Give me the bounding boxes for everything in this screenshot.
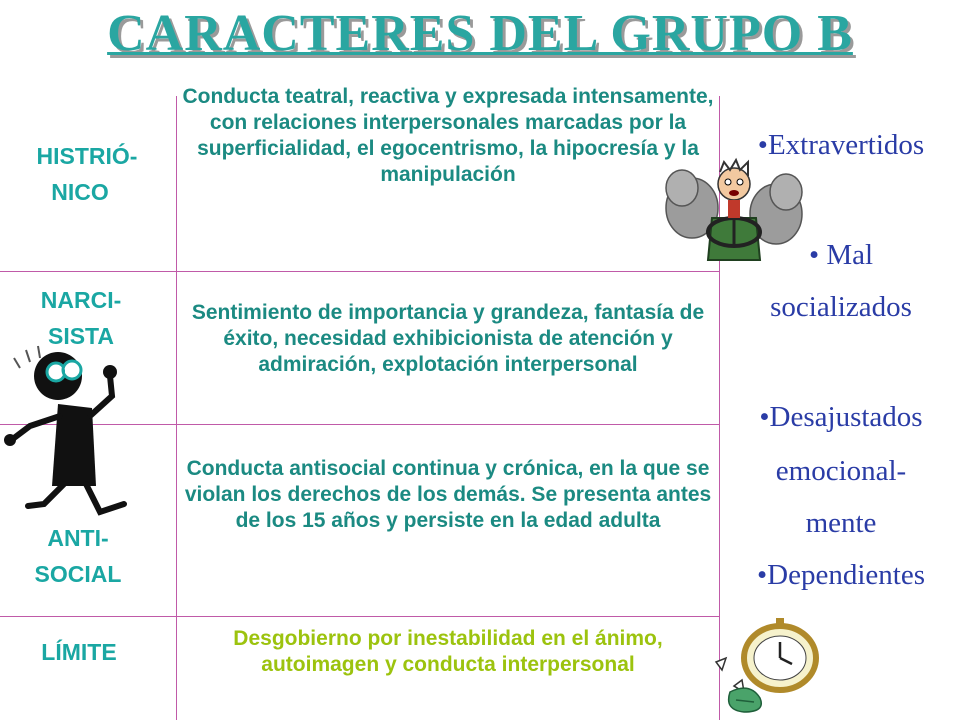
label-line: LÍMITE — [41, 639, 117, 665]
label-limite — [4, 634, 154, 670]
description-limite: Desgobierno por inestabilidad en el ánimo, autoimagen y conducta interpersonal — [233, 627, 663, 676]
melting-clock-clipart-icon — [700, 612, 840, 720]
trait-mal-socializados-line2: socializados — [770, 291, 912, 323]
label-antisocial — [3, 520, 153, 592]
label-histrionico — [12, 138, 162, 210]
trait-desajustados-line1: •Desajustados — [759, 401, 923, 433]
label-line: SOCIAL — [34, 561, 122, 587]
description-antisocial: Conducta antisocial continua y crónica, en la que se violan los derechos de los demás. Se presenta antes de los 15 años y persiste en la edad adulta — [184, 457, 712, 532]
label-line: HISTRIÓ- — [36, 143, 138, 169]
grid-line-left — [176, 96, 177, 720]
stressed-driver-clipart-icon — [664, 148, 804, 270]
dancing-person-clipart-icon — [0, 336, 150, 526]
description-histrionico: Conducta teatral, reactiva y expresada intensamente, con relaciones interpersonales marcadas por la superficialidad, el egocentrismo, la hipocresía y la manipulación — [182, 85, 714, 186]
trait-dependientes: •Dependientes — [757, 559, 925, 591]
trait-mal-socializados-line1: • Mal — [808, 239, 874, 271]
label-line: ANTI- — [47, 525, 109, 551]
trait-desajustados-line3: mente — [805, 507, 877, 539]
page-title: CARACTERES DEL GRUPO B — [107, 5, 853, 62]
label-line: SISTA — [47, 323, 115, 349]
row-divider — [0, 616, 720, 617]
row-divider — [0, 271, 720, 272]
label-line: NICO — [51, 179, 109, 205]
label-line: NARCI- — [40, 287, 122, 313]
trait-desajustados-line2: emocional- — [775, 455, 907, 487]
trait-extravertidos: •Extravertidos — [757, 129, 925, 161]
description-narcisista: Sentimiento de importancia y grandeza, fantasía de éxito, necesidad exhibicionista de atención y admiración, explotación interpersonal — [191, 301, 705, 376]
